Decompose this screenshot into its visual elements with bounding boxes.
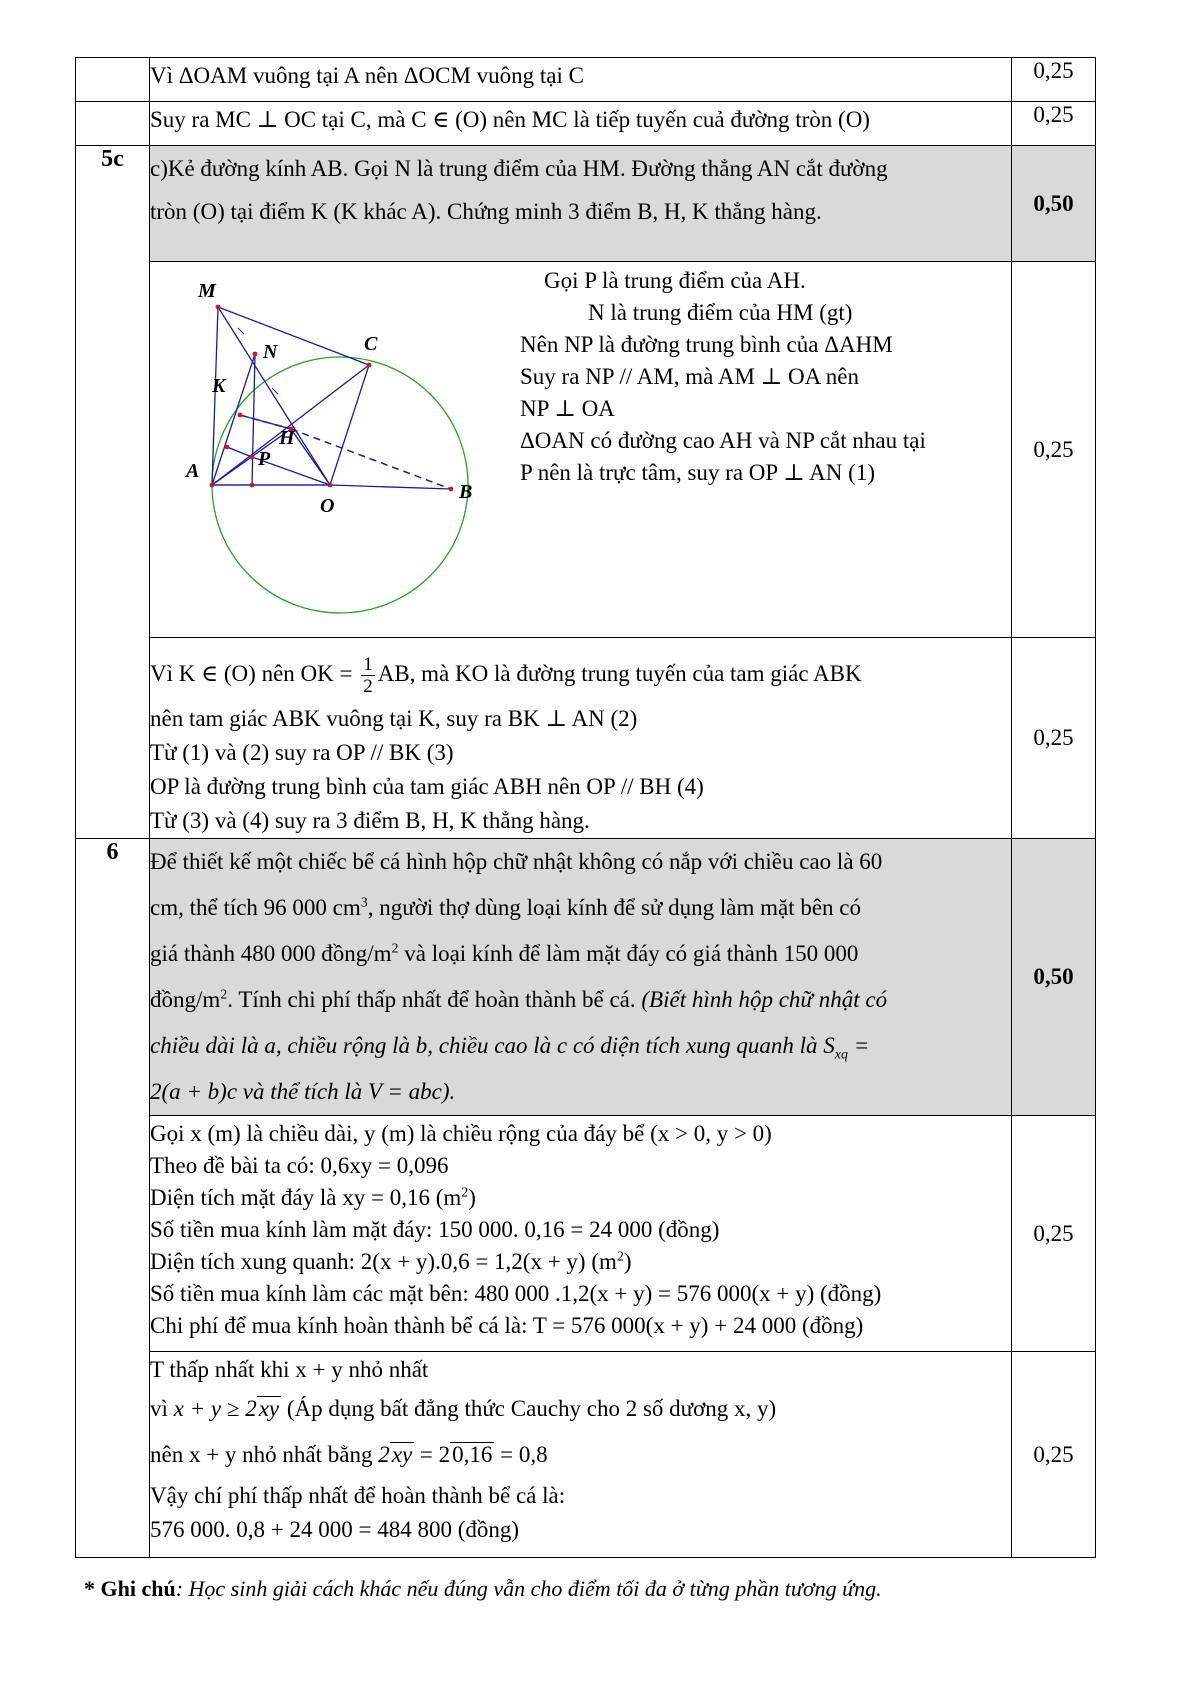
table-row <box>76 262 1096 638</box>
superscript: 3 <box>360 895 368 911</box>
answer-text: (Áp dụng bất đẳng thức Cauchy cho 2 số dương x, y) <box>281 1396 777 1421</box>
question-italic: (Biết hình hộp chữ nhật có <box>641 987 888 1012</box>
question-cell <box>150 146 1012 262</box>
math-expression: 2 <box>378 1442 390 1467</box>
segment-ob <box>330 485 451 489</box>
math-expression: x + y ≥ 2 <box>173 1396 257 1421</box>
answer-line: Vậy chí phí thấp nhất để hoàn thành bể cá là: <box>150 1483 566 1508</box>
answer-text: Diện tích mặt đáy là xy = 0,16 (m <box>150 1185 462 1210</box>
points-cell: 0,25 <box>1012 102 1096 146</box>
answer-line: 576 000. 0,8 + 24 000 = 484 800 (đồng) <box>150 1517 520 1542</box>
footnote <box>84 1576 882 1602</box>
label-p: P <box>258 448 271 470</box>
fraction-numerator: 1 <box>363 654 373 676</box>
answer-text: vì <box>150 1396 174 1421</box>
superscript: 2 <box>220 987 228 1003</box>
segment-oc <box>330 365 369 485</box>
question-text: . Tính chi phí thấp nhất để hoàn thành bể cá. <box>227 987 642 1012</box>
fraction-half <box>361 654 375 697</box>
table-row <box>76 638 1096 839</box>
answer-text: Diện tích xung quanh: 2(x + y).0,6 = 1,2(x + y) (m <box>150 1249 617 1274</box>
points-cell: 0,25 <box>1012 1352 1096 1558</box>
answer-line: Suy ra MC ⊥ OC tại C, mà C ∈ (O) nên MC là tiếp tuyến cuả đường tròn (O) <box>150 107 870 132</box>
question-line <box>150 885 1011 931</box>
answer-line: OP là đường trung bình của tam giác ABH nên OP // BH (4) <box>150 774 704 799</box>
label-m: M <box>198 280 216 302</box>
answer-line: Từ (1) và (2) suy ra OP // BK (3) <box>150 740 454 765</box>
answer-line: Gọi x (m) là chiều dài, y (m) là chiều rộng của đáy bể (x > 0, y > 0) <box>150 1121 772 1146</box>
explanation-line: N là trung điểm của HM (gt) <box>588 300 853 325</box>
segment-ac <box>212 365 369 485</box>
points-cell: 0,25 <box>1012 638 1096 839</box>
question-line <box>150 977 1011 1023</box>
table-row <box>76 102 1096 146</box>
question-line: 2(a + b)c và thể tích là V = abc). <box>150 1079 456 1104</box>
fraction-denominator: 2 <box>363 676 373 698</box>
question-text: , người thợ dùng loại kính để sử dụng làm mặt bên có <box>367 895 862 920</box>
question-line <box>150 931 1011 977</box>
explanation-line: P nên là trực tâm, suy ra OP ⊥ AN (1) <box>520 460 875 485</box>
answer-cell <box>150 102 1012 146</box>
explanation-line: Gọi P là trung điểm của AH. <box>544 268 806 293</box>
square-root: xy <box>258 1396 280 1421</box>
question-text: đồng/m <box>150 987 221 1012</box>
answer-line: nên tam giác ABK vuông tại K, suy ra BK ⊥ AN (2) <box>150 706 638 731</box>
question-line: tròn (O) tại điểm K (K khác A). Chứng minh 3 điểm B, H, K thẳng hàng. <box>150 199 822 224</box>
table-row <box>76 58 1096 102</box>
explanation-line: Suy ra NP // AM, mà AM ⊥ OA nên <box>520 364 859 389</box>
square-root: xy <box>391 1442 413 1467</box>
question-number-6: 6 <box>76 839 150 1558</box>
table-row <box>76 1352 1096 1558</box>
explanation-line: Nên NP là đường trung bình của ΔAHM <box>520 332 893 357</box>
question-cell-empty <box>76 102 150 146</box>
figure-explanation <box>520 262 1011 637</box>
points-cell: 0,50 <box>1012 146 1096 262</box>
question-text: = <box>847 1033 870 1058</box>
answer-text: ) <box>623 1249 632 1274</box>
points-cell: 0,25 <box>1012 1116 1096 1352</box>
answer-line: Từ (3) và (4) suy ra 3 điểm B, H, K thẳng hàng. <box>150 808 590 833</box>
label-a: A <box>186 460 200 482</box>
answer-text: nên x + y nhỏ nhất bằng <box>150 1442 379 1467</box>
answer-line <box>150 1432 1011 1478</box>
superscript: 2 <box>391 941 399 957</box>
segment-mo <box>218 307 330 485</box>
answer-cell <box>150 1116 1012 1352</box>
points-cell: 0,25 <box>1012 262 1096 638</box>
answer-line: Vì ΔOAM vuông tại A nên ΔOCM vuông tại C <box>150 63 585 88</box>
segment-k-p <box>227 447 252 457</box>
answer-cell <box>150 1352 1012 1558</box>
table-row <box>76 146 1096 262</box>
math-expression: = 2 <box>414 1442 451 1467</box>
answer-line: Chi phí để mua kính hoàn thành bể cá là: T = 576 000(x + y) + 24 000 (đồng) <box>150 1313 864 1338</box>
answer-line: Số tiền mua kính làm mặt đáy: 150 000. 0,16 = 24 000 (đồng) <box>150 1217 720 1242</box>
geometry-figure <box>150 262 520 637</box>
answer-text: AB, mà KO là đường trung tuyến của tam giác ABK <box>377 661 862 686</box>
segment-mc <box>218 307 369 365</box>
points-cell: 0,50 <box>1012 839 1096 1116</box>
figure-cell <box>150 262 1012 638</box>
question-text: cm, thể tích 96 000 cm <box>150 895 361 920</box>
label-o: O <box>320 495 335 517</box>
answer-text: Vì K ∈ (O) nên OK = <box>150 661 353 686</box>
explanation-line: ΔOAN có đường cao AH và NP cắt nhau tại <box>520 428 926 453</box>
question-line <box>150 1023 1011 1069</box>
superscript: 2 <box>616 1249 624 1265</box>
table-row <box>76 839 1096 1116</box>
square-root: 0,16 <box>452 1442 493 1467</box>
question-text: chiều dài là a, chiều rộng là b, chiều cao là c có diện tích xung quanh là S <box>150 1033 835 1058</box>
label-k: K <box>212 375 226 397</box>
math-expression: = 0,8 <box>494 1442 548 1467</box>
points-cell: 0,25 <box>1012 58 1096 102</box>
label-h: H <box>279 427 295 449</box>
answer-cell <box>150 58 1012 102</box>
subscript: xq <box>834 1047 848 1063</box>
answer-line <box>150 1246 1011 1278</box>
answer-line <box>150 1386 1011 1432</box>
label-c: C <box>364 333 378 355</box>
question-text: giá thành 480 000 đồng/m <box>150 941 392 966</box>
answer-line <box>150 1182 1011 1214</box>
footnote-label: * Ghi chú <box>84 1576 176 1601</box>
answer-line <box>150 646 1011 702</box>
segment-ho <box>291 429 330 485</box>
question-line: Để thiết kế một chiếc bể cá hình hộp chữ nhật không có nắp với chiều cao là 60 <box>150 849 883 874</box>
answer-line: Theo đề bài ta có: 0,6xy = 0,096 <box>150 1153 449 1178</box>
footnote-text: : Học sinh giải cách khác nếu đúng vẫn cho điểm tối đa ở từng phần tương ứng. <box>175 1576 882 1601</box>
grading-table <box>75 57 1096 1558</box>
question-cell <box>150 839 1012 1116</box>
answer-line: T thấp nhất khi x + y nhỏ nhất <box>150 1357 429 1382</box>
superscript: 2 <box>461 1185 469 1201</box>
segment-an <box>212 354 255 485</box>
label-b: B <box>459 481 473 503</box>
answer-text: ) <box>468 1185 476 1210</box>
answer-cell <box>150 638 1012 839</box>
question-cell-empty <box>76 58 150 102</box>
answer-line: Số tiền mua kính làm các mặt bên: 480 000 .1,2(x + y) = 576 000(x + y) (đồng) <box>150 1281 882 1306</box>
question-number-5c: 5c <box>76 146 150 839</box>
label-n: N <box>263 341 278 363</box>
question-text: và loại kính để làm mặt đáy có giá thành 150 000 <box>398 941 859 966</box>
table-row <box>76 1116 1096 1352</box>
question-line: c)Kẻ đường kính AB. Gọi N là trung điểm của HM. Đường thẳng AN cắt đường <box>150 156 888 181</box>
explanation-line: NP ⊥ OA <box>520 396 615 421</box>
